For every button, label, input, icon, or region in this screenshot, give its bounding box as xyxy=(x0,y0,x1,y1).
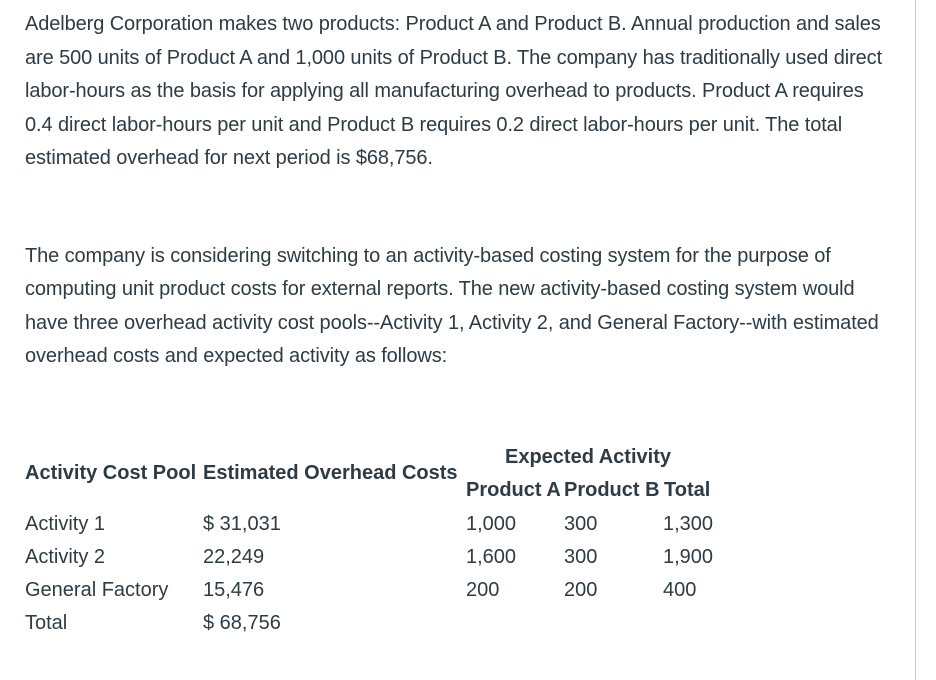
row-total-pool: Total xyxy=(25,612,68,634)
row-activity-1-total: 1,300 xyxy=(663,513,714,535)
row-general-factory-pool: General Factory xyxy=(25,579,169,601)
row-activity-2-pool: Activity 2 xyxy=(25,546,106,568)
intro-paragraph: Adelberg Corporation makes two products: Product A and Product B. Annual production and sales are 500 units of Product A and 1,000 units of Product B. The company has traditionally used direct labor-hours as the basis for applying all manufacturing overhead to products. Product A requires 0.4 direct labor-hours per unit and Product B requires 0.2 direct labor-hours per unit. The total estimated overhead for next period is $68,756. xyxy=(25,13,883,169)
row-activity-1-pool: Activity 1 xyxy=(25,513,106,535)
row-activity-2-cost: 22,249 xyxy=(203,546,265,568)
row-activity-1-product-b: 300 xyxy=(564,513,598,535)
header-activity-cost-pool: Activity Cost Pool xyxy=(25,462,197,484)
header-product-b: Product B xyxy=(564,479,660,501)
question-text xyxy=(25,8,895,374)
row-activity-2-product-b: 300 xyxy=(564,546,598,568)
row-activity-2-total: 1,900 xyxy=(663,546,714,568)
row-activity-1-product-a: 1,000 xyxy=(466,513,517,535)
row-general-factory-cost: 15,476 xyxy=(203,579,265,601)
row-general-factory-product-a: 200 xyxy=(466,579,500,601)
row-activity-2-product-a: 1,600 xyxy=(466,546,517,568)
row-total-cost: $ 68,756 xyxy=(203,612,281,634)
header-expected-activity: Expected Activity xyxy=(505,446,671,468)
abc-paragraph: The company is considering switching to an activity-based costing system for the purpose of computing unit product costs for external reports. The new activity-based costing system would have three overhead activity cost pools--Activity 1, Activity 2, and General Factory--with estimated overhead costs and expected activity as follows: xyxy=(25,244,879,367)
row-activity-1-cost: $ 31,031 xyxy=(203,513,281,535)
row-general-factory-product-b: 200 xyxy=(564,579,598,601)
header-total: Total xyxy=(664,479,711,501)
header-product-a: Product A xyxy=(466,479,561,501)
row-general-factory-total: 400 xyxy=(663,579,697,601)
content-right-border xyxy=(915,0,916,680)
header-estimated-overhead-costs: Estimated Overhead Costs xyxy=(203,462,458,484)
